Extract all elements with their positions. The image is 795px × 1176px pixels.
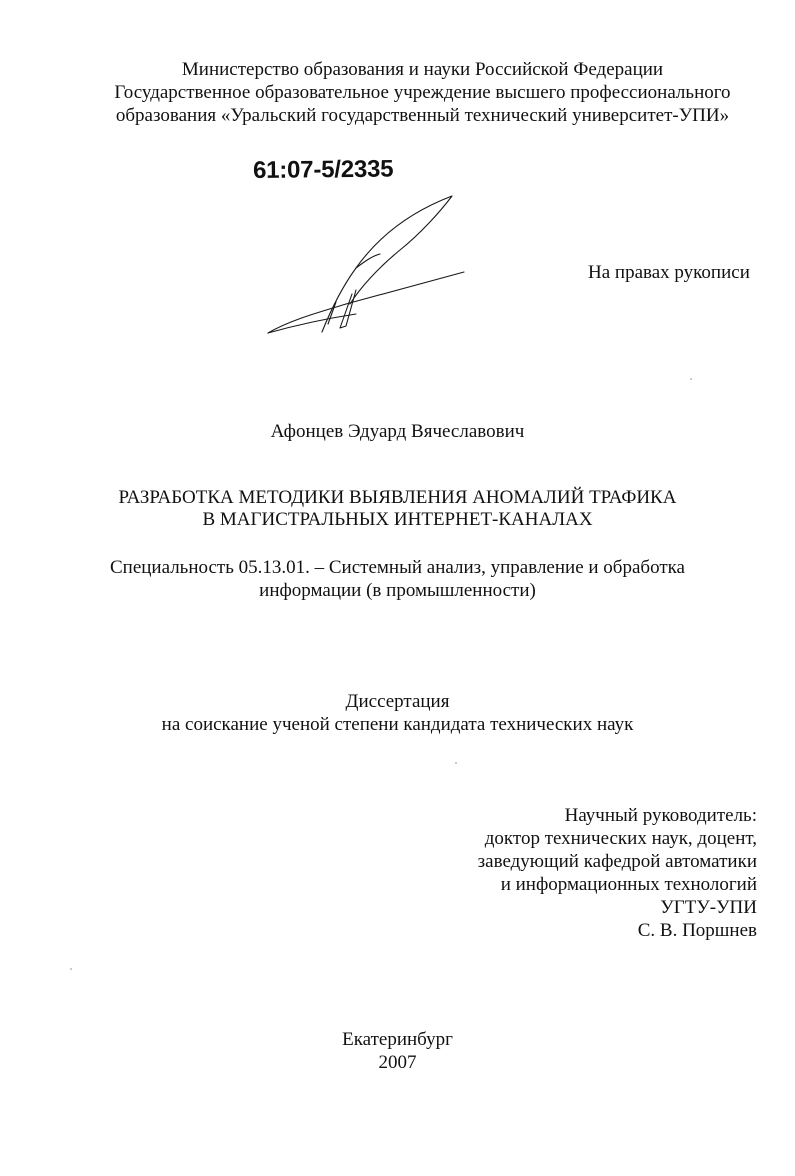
- ministry-line: Министерство образования и науки Российской Федерации: [181, 59, 664, 80]
- dissertation-title-line-1: РАЗРАБОТКА МЕТОДИКИ ВЫЯВЛЕНИЯ АНОМАЛИЙ ТРАФИКА: [118, 487, 677, 508]
- supervisor-position-1: заведующий кафедрой автоматики: [477, 851, 757, 872]
- degree-purpose: на соискание ученой степени кандидата технических наук: [161, 714, 634, 735]
- dissertation-title-line-2: В МАГИСТРАЛЬНЫХ ИНТЕРНЕТ-КАНАЛАХ: [202, 509, 593, 530]
- specialty-line-2: информации (в промышленности): [259, 580, 536, 601]
- manuscript-rights-note: На правах рукописи: [588, 262, 750, 283]
- institution-line-1: Государственное образовательное учреждение высшего профессионального: [114, 82, 731, 103]
- institution-line-2: образования «Уральский государственный технический университет-УПИ»: [115, 105, 730, 126]
- dissertation-label: Диссертация: [345, 691, 450, 712]
- city: Екатеринбург: [342, 1029, 453, 1050]
- year: 2007: [378, 1052, 417, 1073]
- archive-stamp-code: 61:07-5/2335: [252, 155, 394, 184]
- author-name: Афонцев Эдуард Вячеславович: [270, 421, 525, 442]
- supervisor-organization: УГТУ-УПИ: [660, 897, 757, 918]
- scan-speck: [690, 378, 692, 380]
- supervisor-heading: Научный руководитель:: [564, 805, 757, 826]
- supervisor-degree: доктор технических наук, доцент,: [484, 828, 757, 849]
- handwritten-signature: [260, 192, 470, 337]
- scan-speck: [70, 968, 72, 970]
- supervisor-position-2: и информационных технологий: [500, 874, 757, 895]
- scan-speck: [455, 762, 457, 764]
- specialty-line-1: Специальность 05.13.01. – Системный анализ, управление и обработка: [109, 557, 685, 578]
- supervisor-name: С. В. Поршнев: [637, 920, 757, 941]
